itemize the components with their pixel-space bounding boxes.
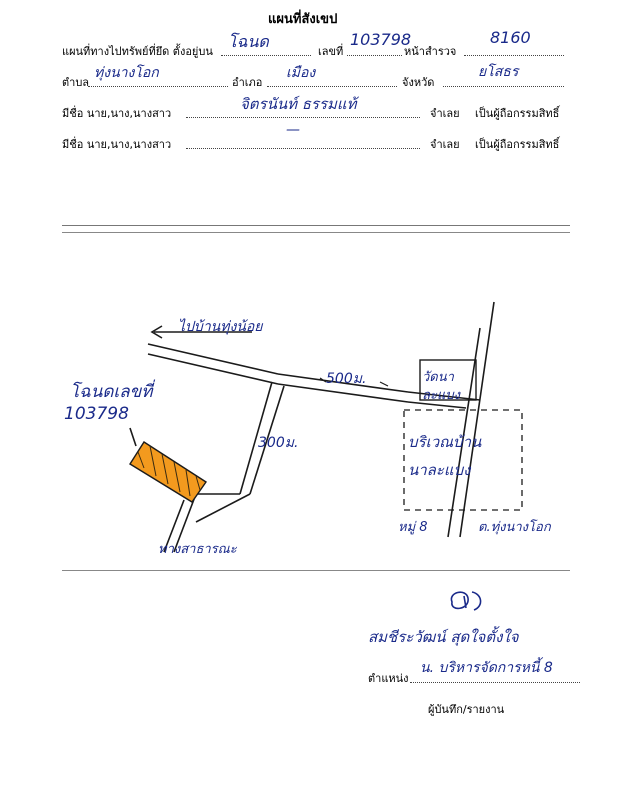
ns-road-east — [460, 302, 494, 537]
area-label-1: บริเวณบ้าน — [408, 433, 482, 451]
label-subdistrict: ตำบล — [62, 76, 90, 89]
label-defendant-1: จำเลย — [430, 107, 460, 120]
label-defendant-2: จำเลย — [430, 138, 460, 151]
deed-label: โฉนดเลขที่ — [70, 382, 153, 402]
distance-300-label: 300ม. — [258, 435, 299, 451]
owner-name-2: — — [286, 122, 300, 138]
label-position: ตำแหน่ง — [368, 672, 409, 685]
dots — [186, 117, 420, 118]
province-value: ยโสธร — [478, 64, 519, 80]
dots — [464, 55, 564, 56]
public-road-label: ทางสาธารณะ — [158, 542, 237, 557]
deed-number-value: 103798 — [350, 30, 412, 49]
signature-mark-text — [0, 0, 1, 1]
page-title: แผนที่สังเขป — [268, 12, 338, 27]
dist-arrow-right — [380, 382, 388, 386]
land-parcel — [130, 442, 206, 502]
map-subdistrict-label: ต.ทุ่งนางโอก — [478, 520, 551, 535]
district-value: เมือง — [286, 65, 316, 81]
dots — [88, 86, 228, 87]
dots — [410, 682, 580, 683]
distance-500-label: 500ม. — [326, 371, 367, 387]
dots — [186, 148, 420, 149]
label-province: จังหวัด — [402, 76, 435, 89]
temple-label-1: วัดนา — [422, 370, 454, 385]
deed-pointer — [130, 428, 136, 446]
label-survey: หน้าสำรวจ — [404, 45, 457, 58]
frame-top-line — [62, 225, 570, 226]
dots — [347, 55, 402, 56]
roads — [130, 302, 494, 552]
role-2: เป็นผู้ถือกรรมสิทธิ์ — [475, 138, 560, 151]
owner-name-1: จิตรนันท์ ธรรมแท้ — [240, 95, 357, 113]
to-village-label: ไปบ้านทุ่งน้อย — [178, 319, 263, 335]
dots — [221, 55, 311, 56]
signature-mark-icon — [442, 586, 492, 616]
label-name-1: มีชื่อ นาย,นาง,นางสาว — [62, 107, 172, 120]
deed-number-label: 103798 — [64, 404, 129, 424]
survey-value: 8160 — [490, 28, 531, 47]
label-district: อำเภอ — [232, 76, 263, 89]
road-to-parcel-bottom — [196, 494, 250, 522]
label-land: แผนที่ทางไปทรัพย์ที่ยึด ตั้งอยู่บน — [62, 45, 213, 58]
dots — [443, 86, 564, 87]
role-1: เป็นผู้ถือกรรมสิทธิ์ — [475, 107, 560, 120]
subdistrict-value: ทุ่งนางโอก — [94, 65, 159, 81]
area-label-2: นาละแบง — [408, 461, 471, 479]
temple-label-2: ละแบง — [422, 388, 460, 403]
dots — [267, 86, 397, 87]
recorder-role: ผู้บันทึก/รายงาน — [428, 703, 505, 716]
label-name-2: มีชื่อ นาย,นาง,นางสาว — [62, 138, 172, 151]
label-number: เลขที่ — [318, 45, 344, 58]
position-value: น. บริหารจัดการหนี้ 8 — [420, 660, 553, 676]
land-type-value: โฉนด — [228, 32, 269, 51]
signer-name: สมชีระวัฒน์ สุดใจตั้งใจ — [368, 628, 519, 646]
village-no-label: หมู่ 8 — [398, 520, 428, 535]
